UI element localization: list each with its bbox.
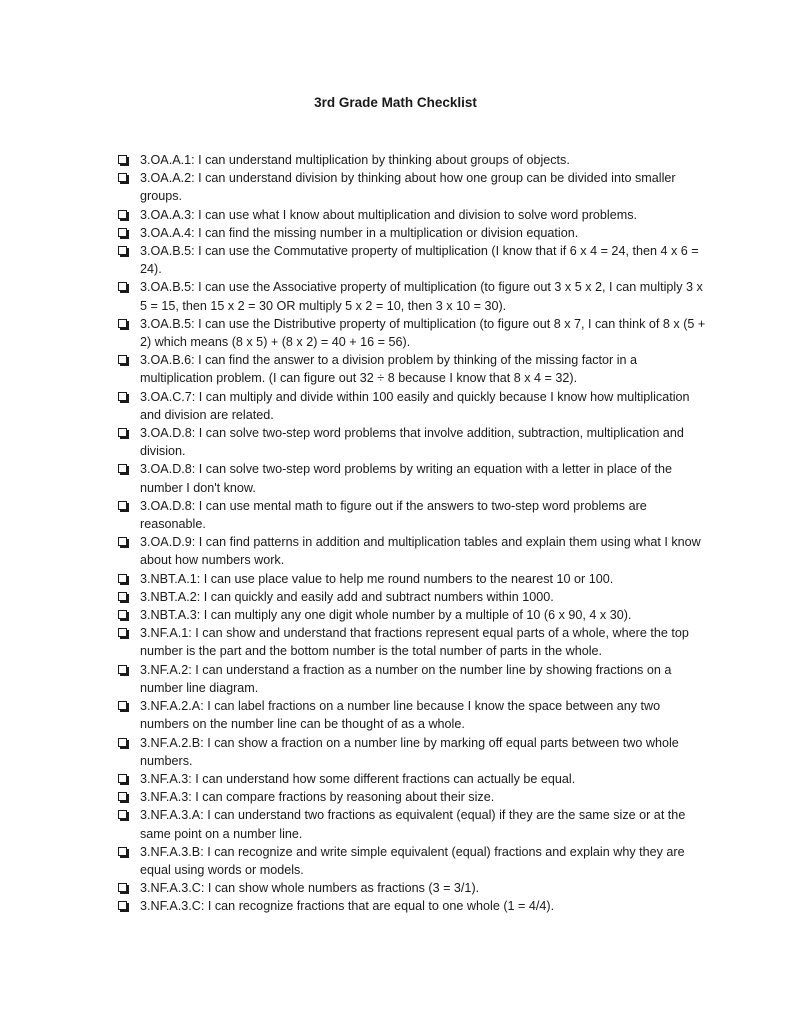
checkbox-icon[interactable] (118, 774, 127, 783)
checklist-item (118, 734, 708, 770)
checklist-item-text: 3.OA.D.8: I can solve two-step word problems by writing an equation with a letter in place of the number I don't know. (140, 462, 673, 495)
checklist-item-text: 3.NF.A.3.A: I can understand two fractions as equivalent (equal) if they are the same size or at the same point on a number line. (140, 808, 686, 841)
checklist-item (118, 897, 708, 915)
checkbox-icon[interactable] (118, 173, 127, 182)
checklist-item (118, 242, 708, 278)
checklist-item-text: 3.OA.D.8: I can use mental math to figure out if the answers to two-step word problems are reasonable. (140, 498, 647, 532)
checklist-item (118, 843, 708, 879)
checklist-item-text: 3.OA.C.7: I can multiply and divide within 100 easily and quickly because I know how multiplication and division are related. (140, 389, 690, 422)
checklist-item (118, 533, 708, 569)
checklist-item (118, 770, 708, 788)
checklist-item-text: 3.OA.A.3: I can use what I know about multiplication and division to solve word problems. (140, 207, 638, 222)
checklist-item (118, 497, 708, 533)
checklist-item (118, 460, 708, 496)
checkbox-icon[interactable] (118, 883, 127, 892)
checkbox-icon[interactable] (118, 246, 127, 255)
checkbox-icon[interactable] (118, 228, 127, 237)
checklist-item (118, 315, 708, 351)
checkbox-icon[interactable] (118, 392, 127, 401)
checklist-item (118, 278, 708, 314)
checklist-item-text: 3.NF.A.2.A: I can label fractions on a number line because I know the space between any two numbers on the number line can be thought of as a whole. (140, 699, 661, 732)
checklist-item (118, 224, 708, 242)
checklist-item-text: 3.NF.A.2.B: I can show a fraction on a number line by marking off equal parts between two whole numbers. (140, 735, 679, 768)
checklist-item (118, 169, 708, 205)
checklist-item-text: 3.OA.A.1: I can understand multiplication by thinking about groups of objects. (140, 153, 570, 167)
checkbox-icon[interactable] (118, 665, 127, 674)
checklist-item-text: 3.NF.A.2: I can understand a fraction as a number on the number line by showing fractions on a number line diagram. (140, 662, 672, 695)
checklist-item-text: 3.NF.A.3.C: I can show whole numbers as fractions (3 = 3/1). (140, 881, 480, 896)
checklist-item (118, 697, 708, 733)
checklist-item-text: 3.NF.A.3.C: I can recognize fractions that are equal to one whole (1 = 4/4). (140, 899, 555, 914)
checkbox-icon[interactable] (118, 319, 127, 328)
checklist-item-text: 3.NBT.A.1: I can use place value to help me round numbers to the nearest 10 or 100. (140, 571, 614, 586)
checklist-item (118, 806, 708, 842)
checkbox-icon[interactable] (118, 355, 127, 364)
checkbox-icon[interactable] (118, 792, 127, 801)
checklist-item-text: 3.NBT.A.3: I can multiply any one digit whole number by a multiple of 10 (6 x 90, 4 x 30). (140, 608, 632, 623)
checklist-item-text: 3.OA.B.5: I can use the Commutative property of multiplication (I know that if 6 x 4 = 24, then 4 x 6 = 24). (140, 244, 699, 277)
checkbox-icon[interactable] (118, 847, 127, 856)
checkbox-icon[interactable] (118, 464, 127, 473)
checklist-item (118, 388, 708, 424)
checklist-item (118, 788, 708, 806)
checkbox-icon[interactable] (118, 628, 127, 637)
checkbox-icon[interactable] (118, 282, 127, 291)
checkbox-icon[interactable] (118, 610, 127, 619)
checklist-item (118, 661, 708, 697)
checklist-item-text: 3.OA.D.9: I can find patterns in addition and multiplication tables and explain them using what I know about how numbers work. (140, 535, 701, 568)
checklist-item-text: 3.NF.A.3.B: I can recognize and write simple equivalent (equal) fractions and explain why they are equal using words or models. (140, 844, 685, 877)
checkbox-icon[interactable] (118, 210, 127, 219)
checklist (118, 151, 708, 916)
page-title: 3rd Grade Math Checklist (314, 95, 477, 110)
checklist-item (118, 351, 708, 387)
checklist-item-text: 3.OA.B.5: I can use the Associative property of multiplication (to figure out 3 x 5 x 2, I can multiply 3 x 5 = 15, then 15 x 2 = 30 OR multiply 5 x 2 = 10, then 3 x 10 = 30). (140, 280, 703, 313)
checkbox-icon[interactable] (118, 574, 127, 583)
checklist-item (118, 606, 708, 624)
checkbox-icon[interactable] (118, 701, 127, 710)
checkbox-icon[interactable] (118, 501, 127, 510)
checklist-item (118, 879, 708, 897)
checklist-item-text: 3.NF.A.1: I can show and understand that fractions represent equal parts of a whole, where the top number is the part and the bottom number is the total number of parts in the whole. (140, 626, 689, 659)
checklist-item-text: 3.OA.A.4: I can find the missing number in a multiplication or division equation. (140, 225, 579, 240)
checklist-item-text: 3.OA.D.8: I can solve two-step word problems that involve addition, subtraction, multiplication and division. (140, 426, 684, 459)
checklist-item (118, 588, 708, 606)
checkbox-icon[interactable] (118, 810, 127, 819)
checklist-item-text: 3.OA.B.6: I can find the answer to a division problem by thinking of the missing factor in a multiplication problem. (I can figure out 32 ÷ 8 because I know that 8 x 4 = 32). (140, 353, 638, 386)
checklist-item (118, 424, 708, 460)
checkbox-icon[interactable] (118, 537, 127, 546)
checklist-item-text: 3.NF.A.3: I can compare fractions by reasoning about their size. (140, 790, 495, 805)
checklist-item-text: 3.NBT.A.2: I can quickly and easily add and subtract numbers within 1000. (140, 589, 554, 604)
checkbox-icon[interactable] (118, 592, 127, 601)
checklist-item (118, 570, 708, 588)
checkbox-icon[interactable] (118, 155, 127, 164)
checklist-item (118, 624, 708, 660)
checkbox-icon[interactable] (118, 428, 127, 437)
checklist-item-text: 3.OA.B.5: I can use the Distributive property of multiplication (to figure out 8 x 7, I can think of 8 x (5 + 2) which means (8 x 5) + (8 x 2) = 40 + 16 = 56). (140, 316, 706, 350)
checkbox-icon[interactable] (118, 738, 127, 747)
checklist-item (118, 151, 708, 169)
checkbox-icon[interactable] (118, 901, 127, 910)
checklist-item-text: 3.NF.A.3: I can understand how some different fractions can actually be equal. (140, 771, 576, 786)
checklist-item (118, 206, 708, 224)
checklist-item-text: 3.OA.A.2: I can understand division by thinking about how one group can be divided into smaller groups. (140, 171, 676, 204)
